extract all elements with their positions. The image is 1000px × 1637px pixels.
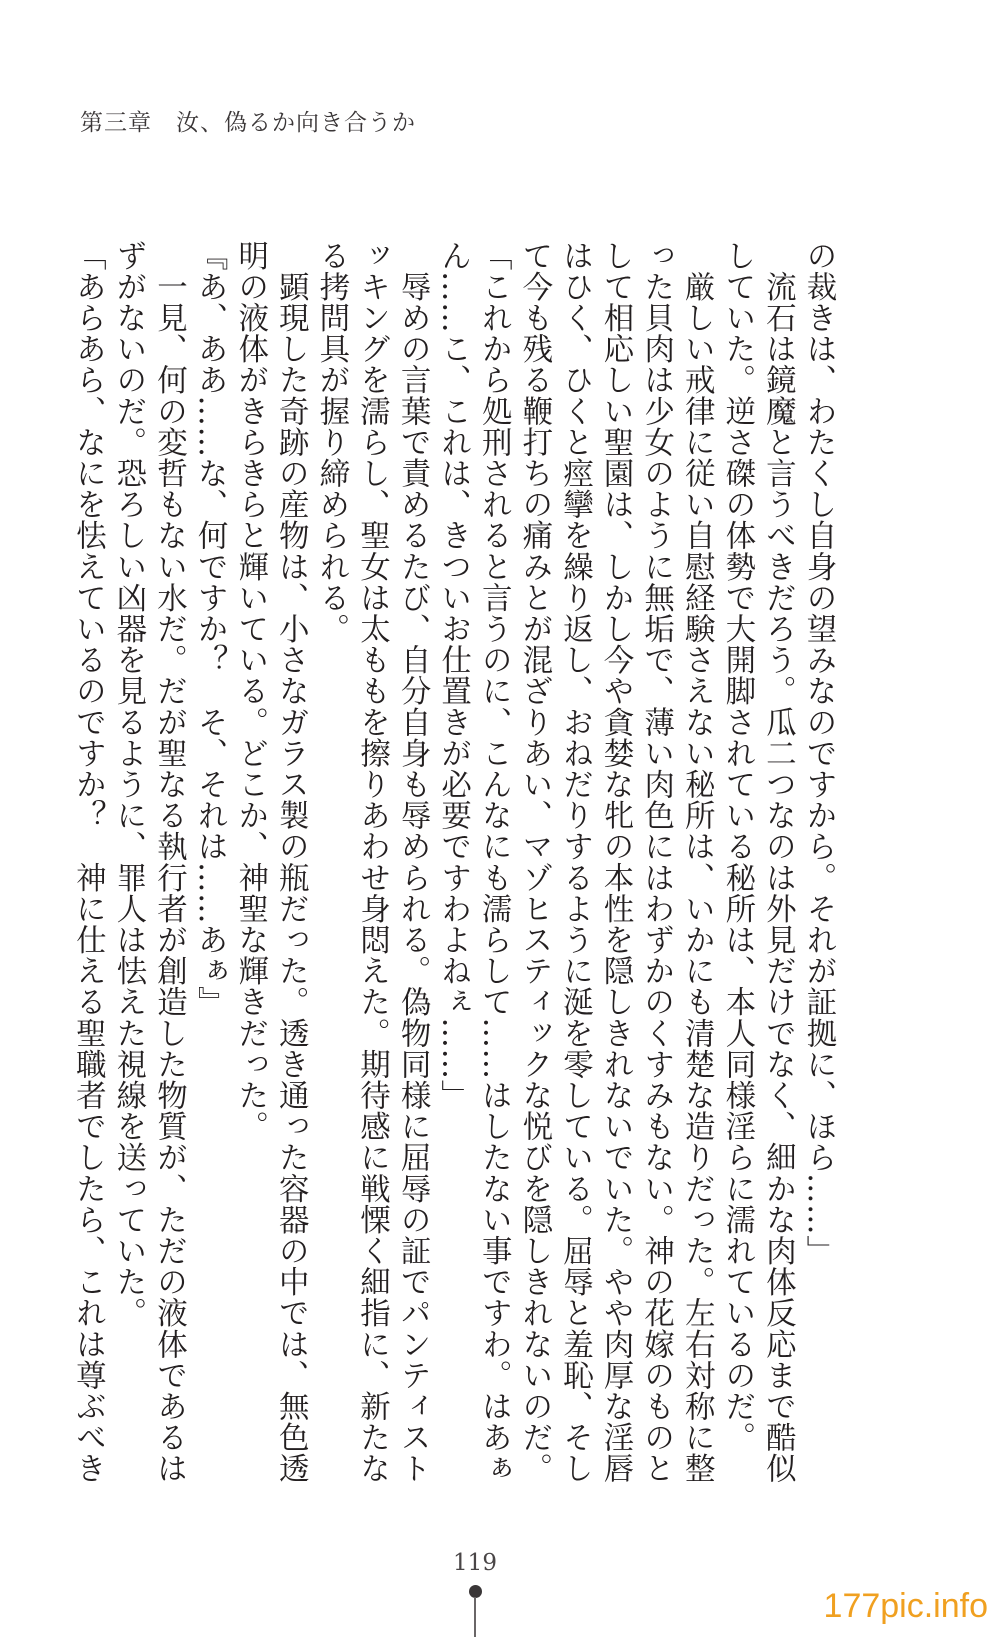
chapter-title: 第三章 汝、偽るか向き合うか [80,110,416,136]
text-line: る拷問具が握り締められる。 [313,240,349,645]
watermark-text: 177pic.info [823,1587,988,1625]
vertical-body-text [67,240,838,1484]
text-line: していた。逆さ磔の体勢で大開脚されている秘所は、本人同様淫らに濡れているのだ。 [719,240,755,1453]
text-line: 「これから処刑されると言うのに、こんなにも濡らして……はしたない事ですわ。はあぁ [476,240,512,1484]
page-number: 119 [453,1550,497,1576]
text-line: て今も残る鞭打ちの痛みとが混ざりあい、マゾヒスティックな悦びを隠しきれないのだ。 [516,240,552,1484]
text-line: 辱めの言葉で責めるたび、自分自身も辱められる。偽物同様に屈辱の証でパンティスト [395,240,431,1484]
text-line: った貝肉は少女のように無垢で、薄い肉色にはわずかのくすみもない。神の花嫁のものと [638,240,674,1484]
text-line: して相応しい聖園は、しかし今や貪婪な牝の本性を隠しきれないでいた。やや肉厚な淫唇 [598,240,634,1484]
text-line: 明の液体がきらきらと輝いている。どこか、神聖な輝きだった。 [232,240,268,1142]
text-line: 一見、何の変哲もない水だ。だが聖なる執行者が創造した物質が、ただの液体であるは [151,240,187,1484]
text-line: 「あらあら、なにを怯えているのですか？ 神に仕える聖職者でしたら、これは尊ぶべき [70,240,106,1484]
text-line: 顕現した奇跡の産物は、小さなガラス製の瓶だった。透き通った容器の中では、無色透 [273,240,309,1484]
text-line: ッキングを濡らし、聖女は太ももを擦りあわせ身悶えた。期待感に戦慄く細指に、新たな [354,240,390,1484]
text-line: ずがないのだ。恐ろしい凶器を見るように、罪人は怯えた視線を送っていた。 [110,240,146,1329]
text-line: はひく、ひくと痙攣を繰り返し、おねだりするように涎を零している。屈辱と羞恥、そし [557,240,593,1484]
text-line: の裁きは、わたくし自身の望みなのですから。それが証拠に、ほら……」 [801,240,836,1267]
text-line: 厳しい戒律に従い自慰経験さえない秘所は、いかにも清楚な造りだった。左右対称に整 [679,240,715,1484]
text-line: 流石は鏡魔と言うべきだろう。瓜二つなのは外見だけでなく、細かな肉体反応まで酷似 [760,240,796,1484]
bookmark-line [474,1597,476,1637]
text-line: 『あ、ああ……な、何ですか？ そ、それは……あぁ』 [192,240,228,1018]
text-line: ん……こ、これは、きついお仕置きが必要ですわよねぇ……」 [435,240,471,1111]
